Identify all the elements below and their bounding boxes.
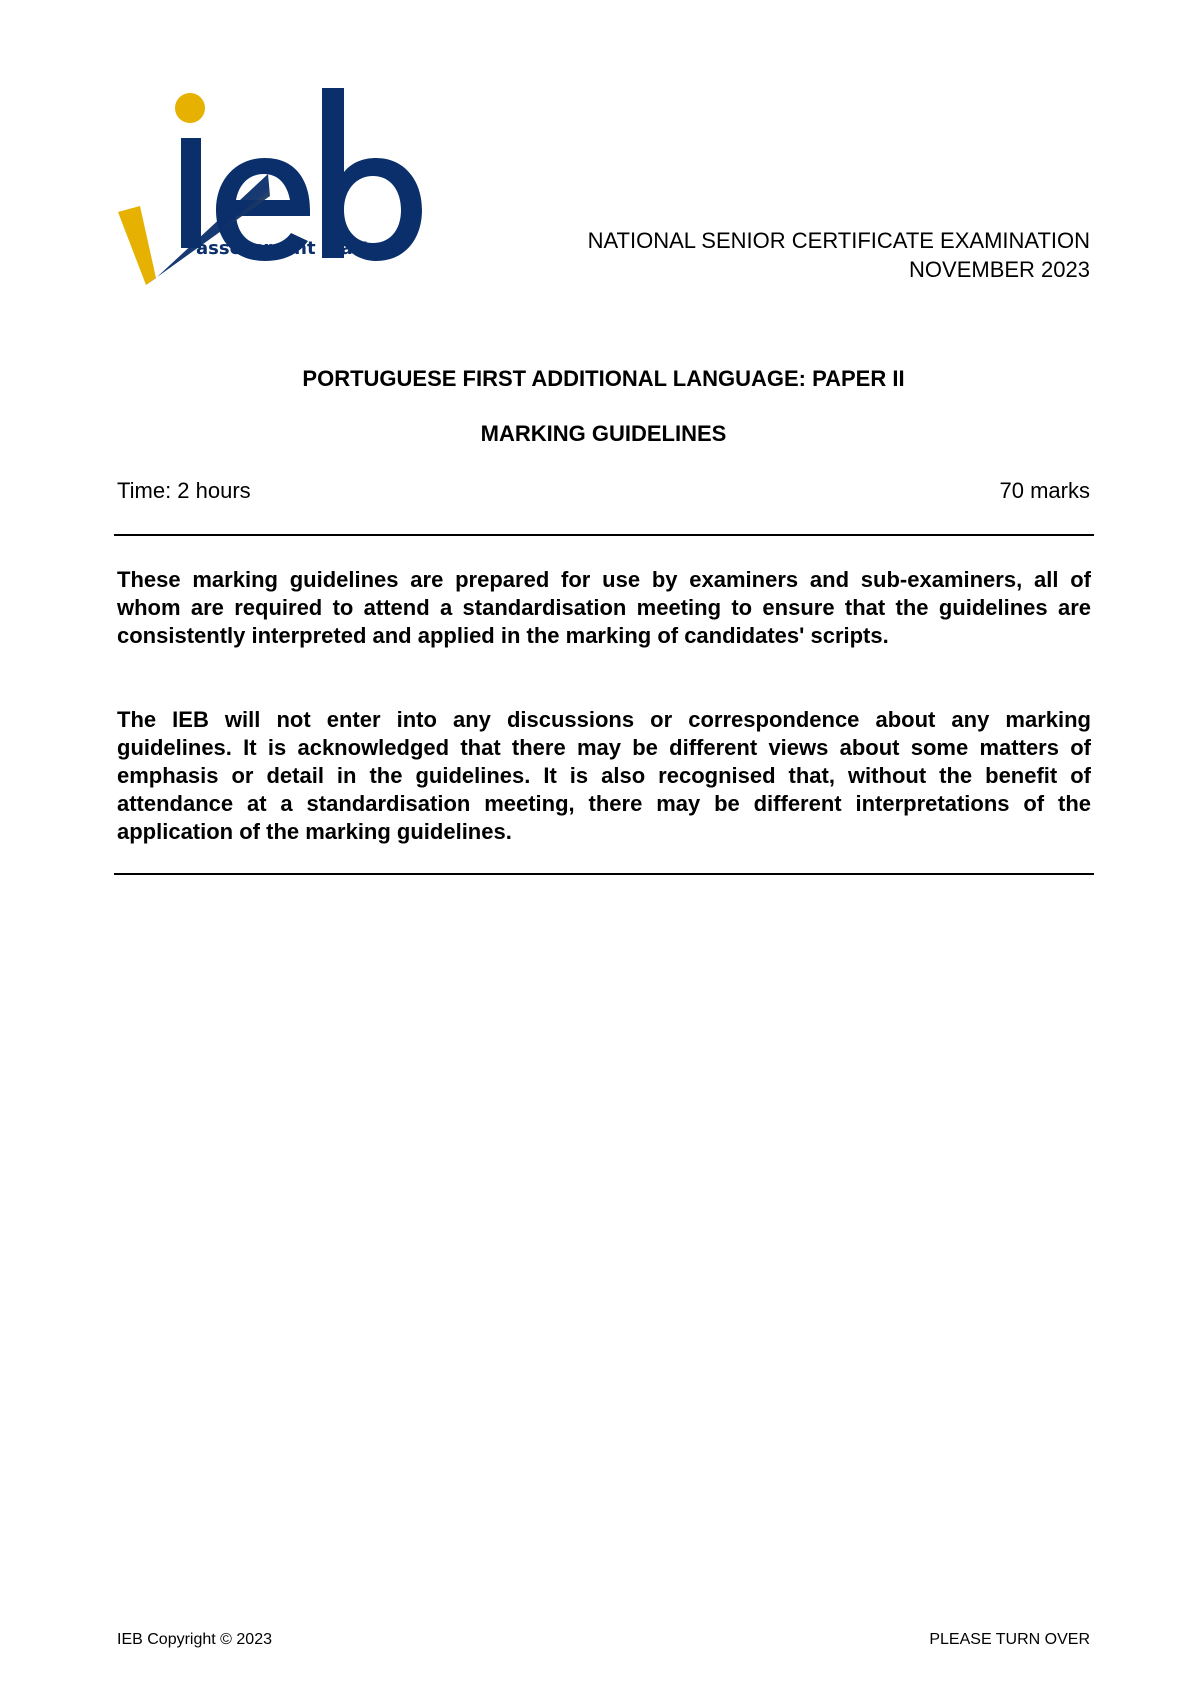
- paper-title: PORTUGUESE FIRST ADDITIONAL LANGUAGE: PAPER II: [302, 366, 905, 391]
- guidelines-paragraph-2: The IEB will not enter into any discussions or correspondence about any marking guidelines. It is acknowledged that there may be different views about some matters of emphasis or detail in the guidelines. It is also recognised that, without the benefit of attendance at a standardisation meeting, there may be different interpretations of the application of the marking guidelines.: [117, 707, 1091, 844]
- exam-date: NOVEMBER 2023: [909, 257, 1090, 282]
- logo-check-long: [146, 174, 270, 285]
- logo-dot: [175, 93, 205, 123]
- divider-top: [114, 534, 1094, 536]
- logo-tagline: assessment matters: [196, 238, 402, 259]
- logo-check-short: [118, 206, 156, 285]
- total-marks: 70 marks: [999, 478, 1090, 503]
- divider-bottom: [114, 873, 1094, 875]
- logo-letter-i: [181, 138, 201, 248]
- exam-header: [588, 226, 1090, 284]
- logo-letter-b: [322, 88, 422, 261]
- time-allowed: Time: 2 hours: [117, 478, 251, 503]
- exam-name: NATIONAL SENIOR CERTIFICATE EXAMINATION: [587, 228, 1090, 253]
- footer-copyright: IEB Copyright © 2023: [117, 1631, 272, 1648]
- footer-turn-over: PLEASE TURN OVER: [929, 1631, 1090, 1648]
- time-marks-row: [117, 478, 1090, 504]
- ieb-logo-graphic: [118, 88, 458, 318]
- guidelines-paragraph-1: These marking guidelines are prepared for use by examiners and sub-examiners, all of whom are required to attend a standardisation meeting to ensure that the guidelines are consistently interpreted and applied in the marking of candidates' scripts.: [117, 567, 1091, 648]
- ieb-logo: [118, 88, 458, 318]
- document-subtitle: MARKING GUIDELINES: [480, 421, 727, 446]
